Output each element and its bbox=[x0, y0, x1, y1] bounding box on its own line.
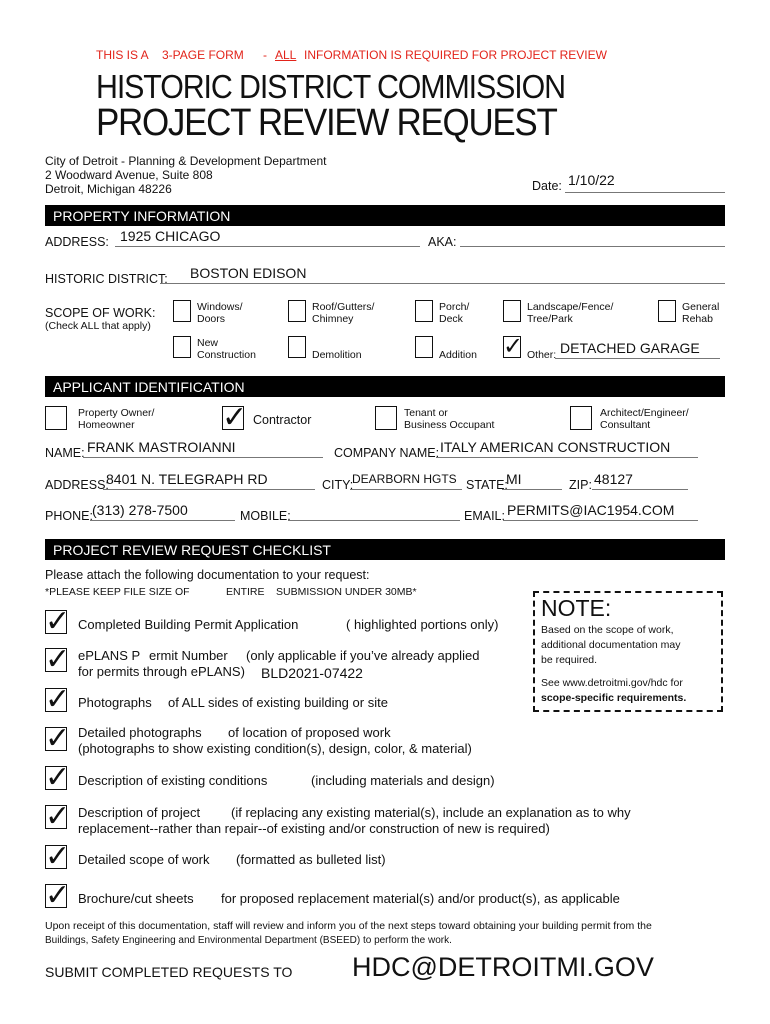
checklist-existing-conditions-check-icon: ✓ bbox=[45, 760, 71, 795]
scope-checkbox-landscape[interactable] bbox=[503, 300, 521, 322]
checklist-project-description-check-icon: ✓ bbox=[45, 799, 71, 834]
email-label: EMAIL: bbox=[464, 509, 505, 523]
date-label: Date: bbox=[532, 179, 562, 193]
zip-line bbox=[592, 489, 688, 490]
checklist-project-description-note2: replacement--rather than repair--of existing and/or construction of new is required) bbox=[78, 821, 550, 836]
note-title: NOTE: bbox=[541, 595, 612, 621]
state-label: STATE: bbox=[466, 478, 508, 492]
checklist-permit-app-check-icon: ✓ bbox=[45, 604, 71, 639]
name-line bbox=[83, 457, 323, 458]
note-line5: scope-specific requirements. bbox=[541, 692, 687, 704]
receipt-text-line2: Buildings, Safety Engineering and Environmental Department (BSEED) to perform the work. bbox=[45, 935, 452, 946]
checklist-eplans-check-icon: ✓ bbox=[45, 642, 71, 677]
size-note-a: *PLEASE KEEP FILE SIZE OF bbox=[45, 586, 190, 598]
notice-text-c: - bbox=[263, 48, 267, 62]
checklist-detailed-photos-label: Detailed photographs bbox=[78, 725, 202, 740]
scope-other-label: Other: bbox=[527, 349, 557, 361]
company-field[interactable]: ITALY AMERICAN CONSTRUCTION bbox=[440, 439, 671, 455]
receipt-text-line1: Upon receipt of this documentation, staff will review and inform you of the next steps toward obtaining your building permit from the bbox=[45, 920, 652, 932]
checklist-existing-conditions-label: Description of existing conditions bbox=[78, 773, 268, 788]
eplans-permit-number-field[interactable]: BLD2021-07422 bbox=[261, 665, 363, 681]
mobile-line bbox=[288, 520, 460, 521]
applicant-checkbox-owner[interactable] bbox=[45, 406, 67, 430]
name-label: NAME: bbox=[45, 446, 85, 460]
phone-line bbox=[90, 520, 235, 521]
notice-text-b: 3-PAGE FORM bbox=[162, 48, 244, 62]
zip-label: ZIP: bbox=[569, 478, 592, 492]
notice-text-a: THIS IS A bbox=[96, 48, 149, 62]
historic-district-line bbox=[160, 283, 725, 284]
applicant-contractor-check-icon: ✓ bbox=[222, 400, 248, 435]
phone-label: PHONE: bbox=[45, 509, 93, 523]
scope-checkbox-addition[interactable] bbox=[415, 336, 433, 358]
scope-addition-label: Addition bbox=[439, 349, 477, 361]
scope-checkbox-demolition[interactable] bbox=[288, 336, 306, 358]
checklist-section-header: PROJECT REVIEW REQUEST CHECKLIST bbox=[45, 539, 725, 560]
checklist-eplans-label-b: ermit Number bbox=[149, 648, 228, 663]
scope-demolition-label: Demolition bbox=[312, 349, 362, 361]
company-line bbox=[436, 457, 698, 458]
checklist-eplans-label-a: ePLANS P bbox=[78, 648, 141, 663]
applicant-address-label: ADDRESS: bbox=[45, 478, 109, 492]
applicant-contractor-label: Contractor bbox=[253, 413, 312, 427]
scope-checkbox-porch[interactable] bbox=[415, 300, 433, 322]
applicant-address-field[interactable]: 8401 N. TELEGRAPH RD bbox=[106, 471, 268, 487]
checklist-photographs-label: Photographs bbox=[78, 695, 152, 710]
submit-label: SUBMIT COMPLETED REQUESTS TO bbox=[45, 964, 293, 980]
checklist-photographs-check-icon: ✓ bbox=[45, 682, 71, 717]
scope-other-line bbox=[555, 358, 720, 359]
scope-porch-line1: Porch/ bbox=[439, 301, 470, 313]
checklist-scope-of-work-label: Detailed scope of work bbox=[78, 852, 210, 867]
notice-all: ALL bbox=[275, 48, 297, 62]
applicant-owner-line1: Property Owner/ bbox=[78, 407, 155, 419]
checklist-detailed-photos-note: of location of proposed work bbox=[228, 725, 391, 740]
scope-windows-line1: Windows/ bbox=[197, 301, 243, 313]
applicant-section-header: APPLICANT IDENTIFICATION bbox=[45, 376, 725, 397]
scope-new-line1: New bbox=[197, 337, 219, 349]
historic-district-label: HISTORIC DISTRICT: bbox=[45, 272, 168, 286]
historic-district-field[interactable]: BOSTON EDISON bbox=[190, 265, 307, 281]
note-line4: See www.detroitmi.gov/hdc for bbox=[541, 677, 683, 689]
applicant-architect-line2: Consultant bbox=[600, 419, 651, 431]
checklist-eplans-note2: for permits through ePLANS) bbox=[78, 664, 245, 679]
note-line2: additional documentation may bbox=[541, 639, 681, 651]
checklist-scope-of-work-note: (formatted as bulleted list) bbox=[236, 852, 386, 867]
scope-windows-line2: Doors bbox=[197, 313, 226, 325]
property-section-header: PROPERTY INFORMATION bbox=[45, 205, 725, 226]
scope-roof-line2: Chimney bbox=[312, 313, 354, 325]
scope-checkbox-new-construction[interactable] bbox=[173, 336, 191, 358]
dept-name: City of Detroit - Planning & Development Department bbox=[45, 154, 327, 168]
property-address-line bbox=[115, 246, 420, 247]
applicant-tenant-line1: Tenant or bbox=[404, 407, 448, 419]
scope-landscape-line1: Landscape/Fence/ bbox=[527, 301, 614, 313]
state-line bbox=[502, 489, 562, 490]
aka-label: AKA: bbox=[428, 235, 457, 249]
note-line3: be required. bbox=[541, 654, 598, 666]
phone-field[interactable]: (313) 278-7500 bbox=[92, 502, 188, 518]
email-line bbox=[503, 520, 698, 521]
submit-email-link[interactable]: HDC@DETROITMI.GOV bbox=[352, 952, 654, 982]
applicant-owner-line2: Homeowner bbox=[78, 419, 135, 431]
size-note-c: SUBMISSION UNDER 30MB* bbox=[276, 586, 417, 598]
applicant-checkbox-tenant[interactable] bbox=[375, 406, 397, 430]
applicant-address-line bbox=[103, 489, 315, 490]
checklist-brochure-label: Brochure/cut sheets bbox=[78, 891, 194, 906]
scope-other-field[interactable]: DETACHED GARAGE bbox=[560, 340, 700, 356]
scope-checkbox-general-rehab[interactable] bbox=[658, 300, 676, 322]
scope-other-check-icon: ✓ bbox=[503, 332, 524, 360]
checklist-brochure-note: for proposed replacement material(s) and/or product(s), as applicable bbox=[221, 891, 620, 906]
applicant-checkbox-architect[interactable] bbox=[570, 406, 592, 430]
checklist-scope-of-work-check-icon: ✓ bbox=[45, 839, 71, 874]
property-address-label: ADDRESS: bbox=[45, 235, 109, 249]
scope-landscape-line2: Tree/Park bbox=[527, 313, 573, 325]
property-address-field[interactable]: 1925 CHICAGO bbox=[120, 228, 221, 244]
size-note-b: ENTIRE bbox=[226, 586, 265, 598]
checklist-permit-app-note: ( highlighted portions only) bbox=[346, 617, 499, 632]
checklist-eplans-note: (only applicable if you’ve already applied bbox=[246, 648, 480, 663]
checklist-existing-conditions-note: (including materials and design) bbox=[311, 773, 495, 788]
applicant-architect-line1: Architect/Engineer/ bbox=[600, 407, 689, 419]
city-line bbox=[350, 489, 462, 490]
scope-porch-line2: Deck bbox=[439, 313, 463, 325]
company-label: COMPANY NAME: bbox=[334, 446, 440, 460]
date-line bbox=[565, 192, 725, 193]
applicant-tenant-line2: Business Occupant bbox=[404, 419, 495, 431]
scope-new-line2: Construction bbox=[197, 349, 256, 361]
state-field[interactable]: MI bbox=[506, 471, 522, 487]
checklist-brochure-check-icon: ✓ bbox=[45, 878, 71, 913]
scope-rehab-line1: General bbox=[682, 301, 720, 313]
checklist-project-description-note: (if replacing any existing material(s), include an explanation as to why bbox=[231, 805, 631, 820]
checklist-photographs-note: of ALL sides of existing building or site bbox=[168, 695, 388, 710]
checklist-detailed-photos-note2: (photographs to show existing condition(s), design, color, & material) bbox=[78, 741, 472, 756]
city-label: CITY: bbox=[322, 478, 354, 492]
dept-address1: 2 Woodward Avenue, Suite 808 bbox=[45, 168, 213, 182]
scope-checkbox-windows[interactable] bbox=[173, 300, 191, 322]
name-field[interactable]: FRANK MASTROIANNI bbox=[87, 439, 236, 455]
scope-checkbox-roof[interactable] bbox=[288, 300, 306, 322]
title-line2: PROJECT REVIEW REQUEST bbox=[96, 102, 557, 144]
email-field[interactable]: PERMITS@IAC1954.COM bbox=[507, 502, 675, 518]
checklist-project-description-label: Description of project bbox=[78, 805, 201, 820]
scope-label: SCOPE OF WORK: bbox=[45, 306, 156, 320]
date-field[interactable]: 1/10/22 bbox=[568, 172, 615, 188]
title-line1: HISTORIC DISTRICT COMMISSION bbox=[96, 68, 565, 105]
zip-field[interactable]: 48127 bbox=[594, 471, 633, 487]
checklist-detailed-photos-check-icon: ✓ bbox=[45, 721, 71, 756]
note-line1: Based on the scope of work, bbox=[541, 624, 674, 636]
city-field[interactable]: DEARBORN HGTS bbox=[352, 472, 457, 486]
checklist-permit-app-label: Completed Building Permit Application bbox=[78, 617, 299, 632]
scope-rehab-line2: Rehab bbox=[682, 313, 713, 325]
scope-roof-line1: Roof/Gutters/ bbox=[312, 301, 375, 313]
checklist-intro: Please attach the following documentation to your request: bbox=[45, 568, 370, 582]
scope-sublabel: (Check ALL that apply) bbox=[45, 320, 151, 332]
mobile-label: MOBILE: bbox=[240, 509, 291, 523]
notice-text-d: INFORMATION IS REQUIRED FOR PROJECT REVIEW bbox=[304, 48, 607, 62]
dept-address2: Detroit, Michigan 48226 bbox=[45, 182, 172, 196]
aka-line bbox=[460, 246, 725, 247]
